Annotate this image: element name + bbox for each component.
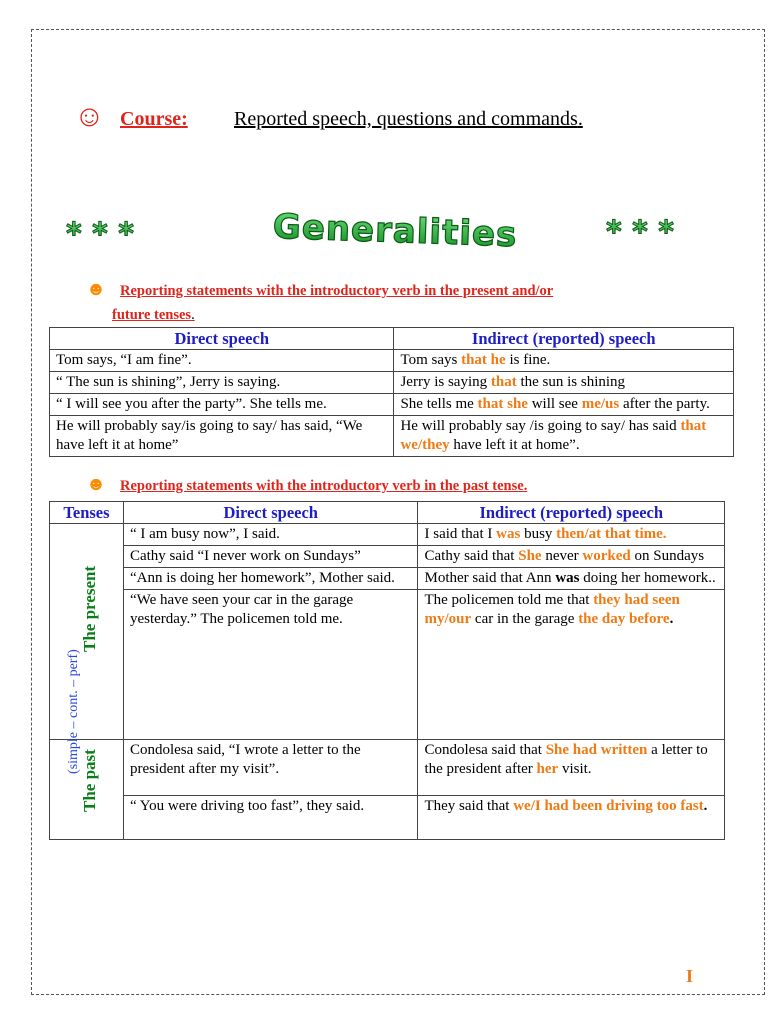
tense-past-label: The past <box>80 749 99 812</box>
table-row <box>50 394 734 416</box>
indirect-cell: Mother said that Ann was doing her homework.. <box>418 568 725 590</box>
course-title: Reported speech, questions and commands. <box>234 108 583 130</box>
direct-cell: Tom says, “I am fine”. <box>50 350 394 372</box>
course-label: Course: <box>120 108 188 130</box>
bullet-icon: ☻ <box>86 279 106 300</box>
bullet-icon: ☻ <box>86 474 106 495</box>
section1-heading-line2: future tenses. <box>112 307 195 323</box>
indirect-cell: The policemen told me that they had seen my/our car in the garage the day before. <box>418 590 725 740</box>
direct-cell: “ You were driving too fast”, they said. <box>123 796 418 840</box>
column-header: Direct speech <box>50 328 394 350</box>
table-row <box>50 740 725 796</box>
tense-present-label: The present <box>80 565 99 652</box>
table-row <box>50 350 734 372</box>
column-header: Indirect (reported) speech <box>418 502 725 524</box>
tense-present-cell <box>50 524 124 774</box>
banner-wordart <box>60 206 730 258</box>
table-present-future <box>49 327 734 457</box>
indirect-cell: He will probably say /is going to say/ has said that we/they have left it at home”. <box>394 416 734 457</box>
direct-cell: “ I will see you after the party”. She tells me. <box>50 394 394 416</box>
indirect-cell: Tom says that he is fine. <box>394 350 734 372</box>
table-row <box>50 546 725 568</box>
indirect-cell: Cathy said that She never worked on Sundays <box>418 546 725 568</box>
direct-cell: “Ann is doing her homework”, Mother said. <box>123 568 418 590</box>
page-number: I <box>686 966 694 986</box>
indirect-cell: They said that we/I had been driving too fast. <box>418 796 725 840</box>
smiley-icon: ☺ <box>74 100 105 133</box>
column-header: Direct speech <box>123 502 418 524</box>
section2-heading: Reporting statements with the introductory verb in the past tense. <box>120 478 528 494</box>
direct-cell: “ The sun is shining”, Jerry is saying. <box>50 372 394 394</box>
table-row <box>50 796 725 840</box>
column-header: Tenses <box>50 502 124 524</box>
table-row <box>50 590 725 740</box>
indirect-cell: Jerry is saying that the sun is shining <box>394 372 734 394</box>
banner-stars-left: * * * <box>66 217 134 252</box>
generalities-banner <box>60 206 730 258</box>
direct-cell: He will probably say/is going to say/ has said, “We have left it at home” <box>50 416 394 457</box>
table-row <box>50 416 734 457</box>
table-row <box>50 568 725 590</box>
direct-cell: Cathy said “I never work on Sundays” <box>123 546 418 568</box>
indirect-cell: I said that I was busy then/at that time. <box>418 524 725 546</box>
table-row <box>50 372 734 394</box>
direct-cell: “We have seen your car in the garage yesterday.” The policemen told me. <box>123 590 418 740</box>
indirect-cell: She tells me that she will see me/us after the party. <box>394 394 734 416</box>
indirect-cell: Condolesa said that She had written a letter to the president after her visit. <box>418 740 725 796</box>
table-past <box>49 501 725 840</box>
direct-cell: “ I am busy now”, I said. <box>123 524 418 546</box>
table-row <box>50 524 725 546</box>
course-line <box>74 98 714 138</box>
banner-stars-right: * * * <box>606 215 674 250</box>
banner-title: Generalities <box>272 206 518 256</box>
tense-past-cell <box>50 740 124 840</box>
section1-heading-line1: Reporting statements with the introductory verb in the present and/or <box>120 283 554 299</box>
column-header: Indirect (reported) speech <box>394 328 734 350</box>
tense-note-label: (simple – cont. – perf) <box>66 649 81 774</box>
direct-cell: Condolesa said, “I wrote a letter to the president after my visit”. <box>123 740 418 796</box>
